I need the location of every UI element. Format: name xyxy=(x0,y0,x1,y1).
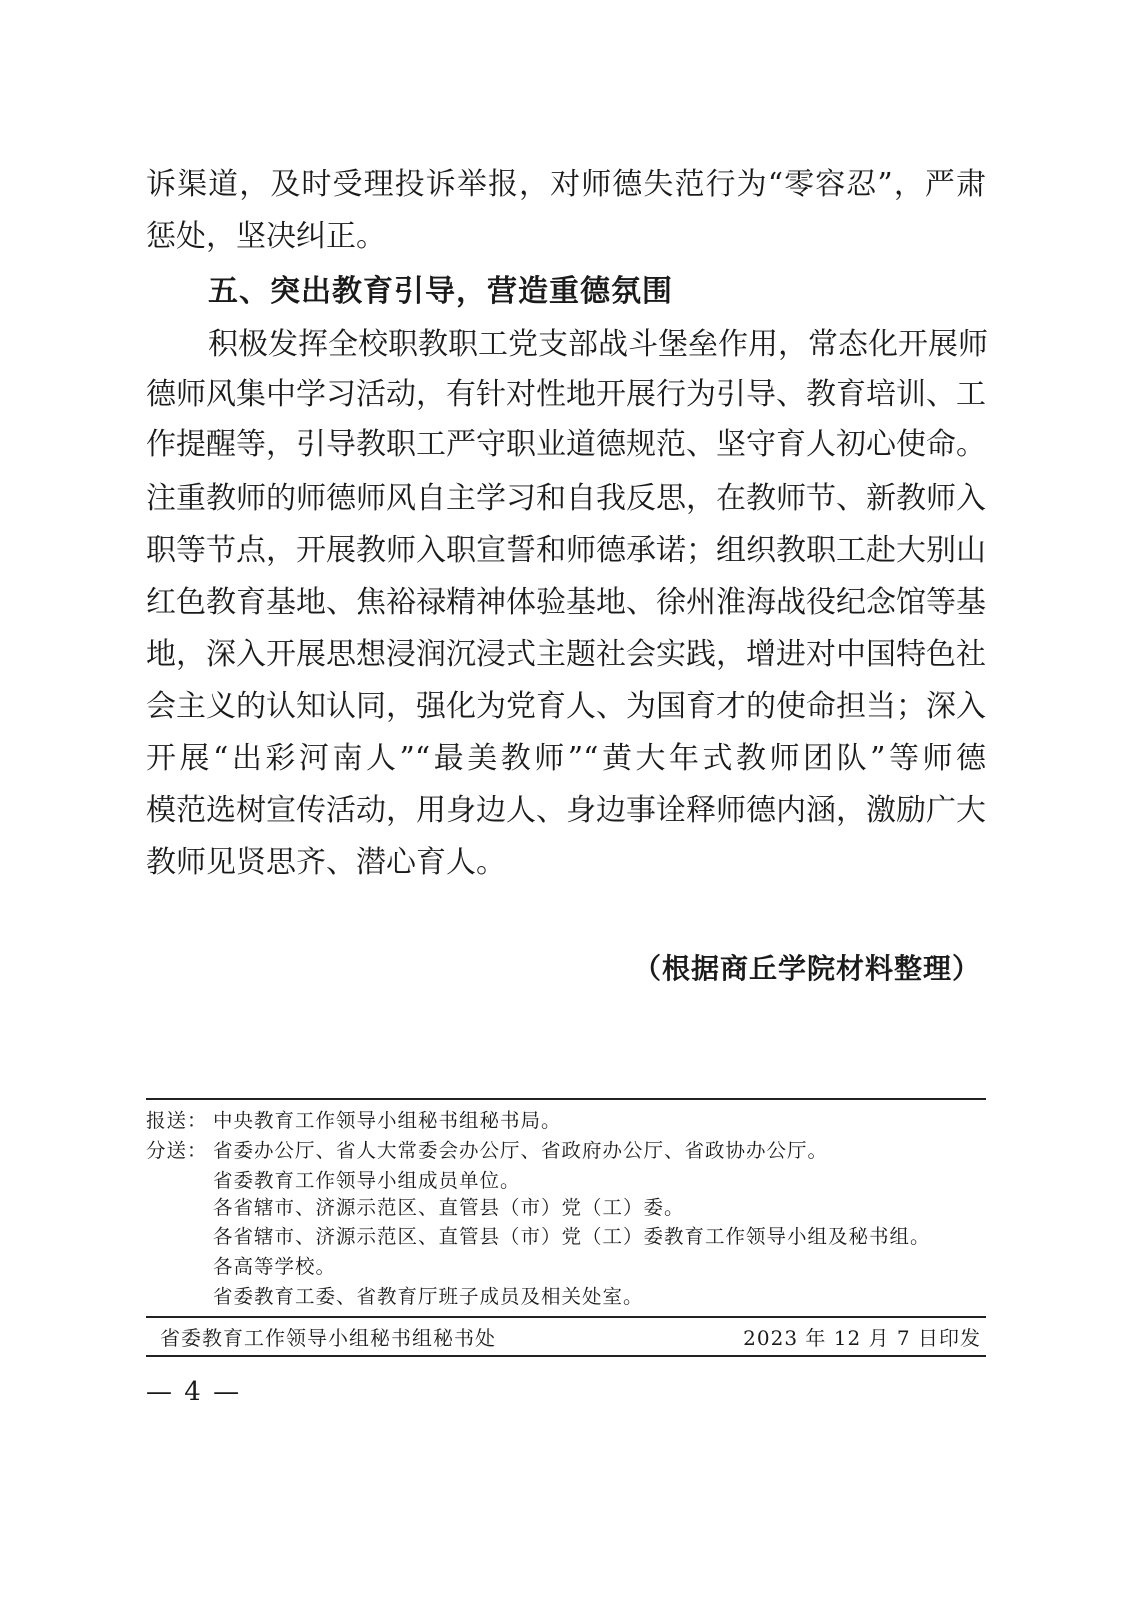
copy-recipient: 省委教育工委、省教育厅班子成员及相关处室。 xyxy=(213,1285,644,1308)
distribution-top-rule xyxy=(146,1098,986,1100)
body-line: 开展“出彩河南人”“最美教师”“黄大年式教师团队”等师德 xyxy=(146,741,986,776)
paragraph-first-line xyxy=(146,320,986,370)
issue-date: 2023 年 12 月 7 日印发 xyxy=(743,1326,981,1350)
body-line: 德师风集中学习活动，有针对性地开展行为引导、教育培训、工 xyxy=(146,377,986,412)
body-line: 诉渠道，及时受理投诉举报，对师德失范行为“零容忍”，严肃 xyxy=(146,167,986,202)
issuer-name: 省委教育工作领导小组秘书组秘书处 xyxy=(160,1326,496,1350)
body-line: 惩处，坚决纠正。 xyxy=(146,219,386,254)
body-line: 地，深入开展思想浸润沉浸式主题社会实践，增进对中国特色社 xyxy=(146,637,986,672)
body-line: 教师见贤思齐、潜心育人。 xyxy=(146,845,506,880)
body-line: 职等节点，开展教师入职宣誓和师德承诺；组织教职工赴大别山 xyxy=(146,533,986,568)
page-number: — 4 — xyxy=(146,1377,242,1407)
copy-recipient: 各省辖市、济源示范区、直管县（市）党（工）委。 xyxy=(213,1196,685,1219)
issuer-top-rule xyxy=(146,1316,986,1318)
copy-recipient: 各高等学校。 xyxy=(213,1255,337,1278)
body-line: 积极发挥全校职教职工党支部战斗堡垒作用，常态化开展师 xyxy=(208,327,988,362)
body-line: 会主义的认知认同，强化为党育人、为国育才的使命担当；深入 xyxy=(146,689,986,724)
source-note: （根据商丘学院材料整理） xyxy=(632,952,981,985)
body-line: 作提醒等，引导教职工严守职业道德规范、坚守育人初心使命。 xyxy=(146,427,986,462)
report-recipient: 中央教育工作领导小组秘书组秘书局。 xyxy=(213,1109,562,1132)
section-heading: 五、突出教育引导，营造重德氛围 xyxy=(208,274,673,309)
report-label: 报送： xyxy=(146,1109,208,1132)
issuer-bottom-rule xyxy=(146,1355,986,1357)
copy-recipient: 省委教育工作领导小组成员单位。 xyxy=(213,1169,521,1192)
body-line: 红色教育基地、焦裕禄精神体验基地、徐州淮海战役纪念馆等基 xyxy=(146,585,986,620)
copy-recipient: 各省辖市、济源示范区、直管县（市）党（工）委教育工作领导小组及秘书组。 xyxy=(213,1225,931,1248)
copy-recipient: 省委办公厅、省人大常委会办公厅、省政府办公厅、省政协办公厅。 xyxy=(213,1139,829,1162)
body-line: 模范选树宣传活动，用身边人、身边事诠释师德内涵，激励广大 xyxy=(146,793,986,828)
body-line: 注重教师的师德师风自主学习和自我反思，在教师节、新教师入 xyxy=(146,481,986,516)
copy-label: 分送： xyxy=(146,1139,208,1162)
